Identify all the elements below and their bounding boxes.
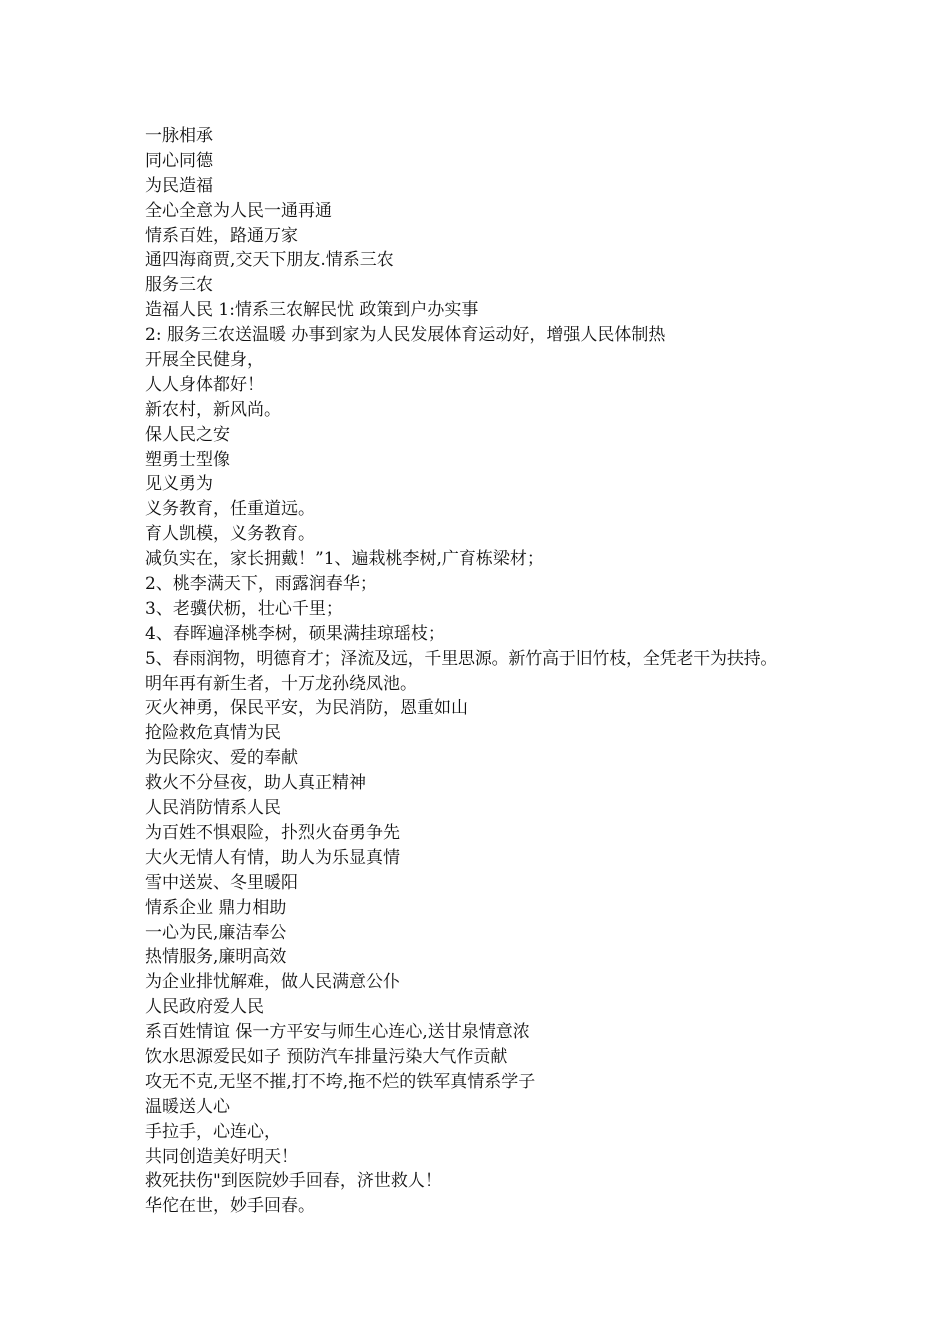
- text-line: 情系企业 鼎力相助: [145, 897, 287, 918]
- text-line: 手拉手，心连心，: [145, 1121, 281, 1142]
- text-line: 系百姓情谊 保一方平安与师生心连心,送甘泉情意浓: [145, 1022, 530, 1043]
- text-line: 全心全意为人民一通再通: [145, 200, 332, 221]
- text-line: 开展全民健身，: [145, 350, 264, 371]
- text-line: 育人凯模，义务教育。: [145, 524, 315, 545]
- text-line: 通四海商贾,交天下朋友.情系三农: [145, 250, 394, 271]
- text-line: 见义勇为: [145, 474, 213, 495]
- text-line: 救火不分昼夜，助人真正精神: [145, 773, 366, 794]
- text-line: 一心为民,廉洁奉公: [145, 922, 287, 943]
- text-line: 义务教育，任重道远。: [145, 499, 315, 520]
- text-line: 大火无情人有情，助人为乐显真情: [145, 847, 400, 868]
- text-line: 明年再有新生者，十万龙孙绕凤池。: [145, 673, 417, 694]
- text-line: 3、老骥伏枥，壮心千里；: [145, 598, 343, 619]
- text-line: 情系百姓，路通万家: [145, 225, 298, 246]
- text-line: 减负实在，家长拥戴！”1、遍栽桃李树,广育栋梁材；: [145, 549, 544, 570]
- text-line: 人民政府爱人民: [145, 997, 264, 1018]
- text-line: 为民造福: [145, 175, 213, 196]
- text-line: 2: 服务三农送温暖 办事到家为人民发展体育运动好，增强人民体制热: [145, 325, 666, 346]
- text-line: 热情服务,廉明高效: [145, 947, 287, 968]
- text-line: 5、春雨润物，明德育才；泽流及远，千里思源。新竹高于旧竹枝，全凭老干为扶持。: [145, 648, 778, 669]
- text-line: 新农村，新风尚。: [145, 399, 281, 420]
- text-line: 2、桃李满天下，雨露润春华；: [145, 574, 377, 595]
- text-line: 华佗在世，妙手回春。: [145, 1196, 315, 1217]
- text-line: 为民除灾、爱的奉献: [145, 748, 298, 769]
- text-line: 人人身体都好！: [145, 374, 264, 395]
- text-line: 共同创造美好明天！: [145, 1146, 298, 1167]
- text-line: 造福人民 1:情系三农解民忧 政策到户办实事: [145, 300, 479, 321]
- text-line: 为企业排忧解难，做人民满意公仆: [145, 972, 400, 993]
- document-body: [145, 124, 935, 1219]
- text-line: 同心同德: [145, 150, 213, 171]
- text-line: 一脉相承: [145, 126, 213, 146]
- text-line: 保人民之安: [145, 424, 230, 445]
- text-line: 抢险救危真情为民: [145, 723, 281, 744]
- text-line: 为百姓不惧艰险，扑烈火奋勇争先: [145, 822, 400, 843]
- text-line: 塑勇士型像: [145, 449, 230, 470]
- text-line: 救死扶伤"到医院妙手回春，济世救人！: [145, 1171, 442, 1192]
- text-line: 温暖送人心: [145, 1096, 230, 1117]
- text-line: 攻无不克,无坚不摧,打不垮,拖不烂的铁军真情系学子: [145, 1071, 536, 1092]
- text-line: 服务三农: [145, 275, 213, 296]
- text-line: 4、春晖遍泽桃李树，硕果满挂琼瑶枝；: [145, 623, 445, 644]
- text-line: 灭火神勇，保民平安，为民消防，恩重如山: [145, 698, 468, 719]
- text-line: 人民消防情系人民: [145, 798, 281, 819]
- text-line: 雪中送炭、冬里暖阳: [145, 872, 298, 893]
- text-line: 饮水思源爱民如子 预防汽车排量污染大气作贡献: [145, 1046, 508, 1067]
